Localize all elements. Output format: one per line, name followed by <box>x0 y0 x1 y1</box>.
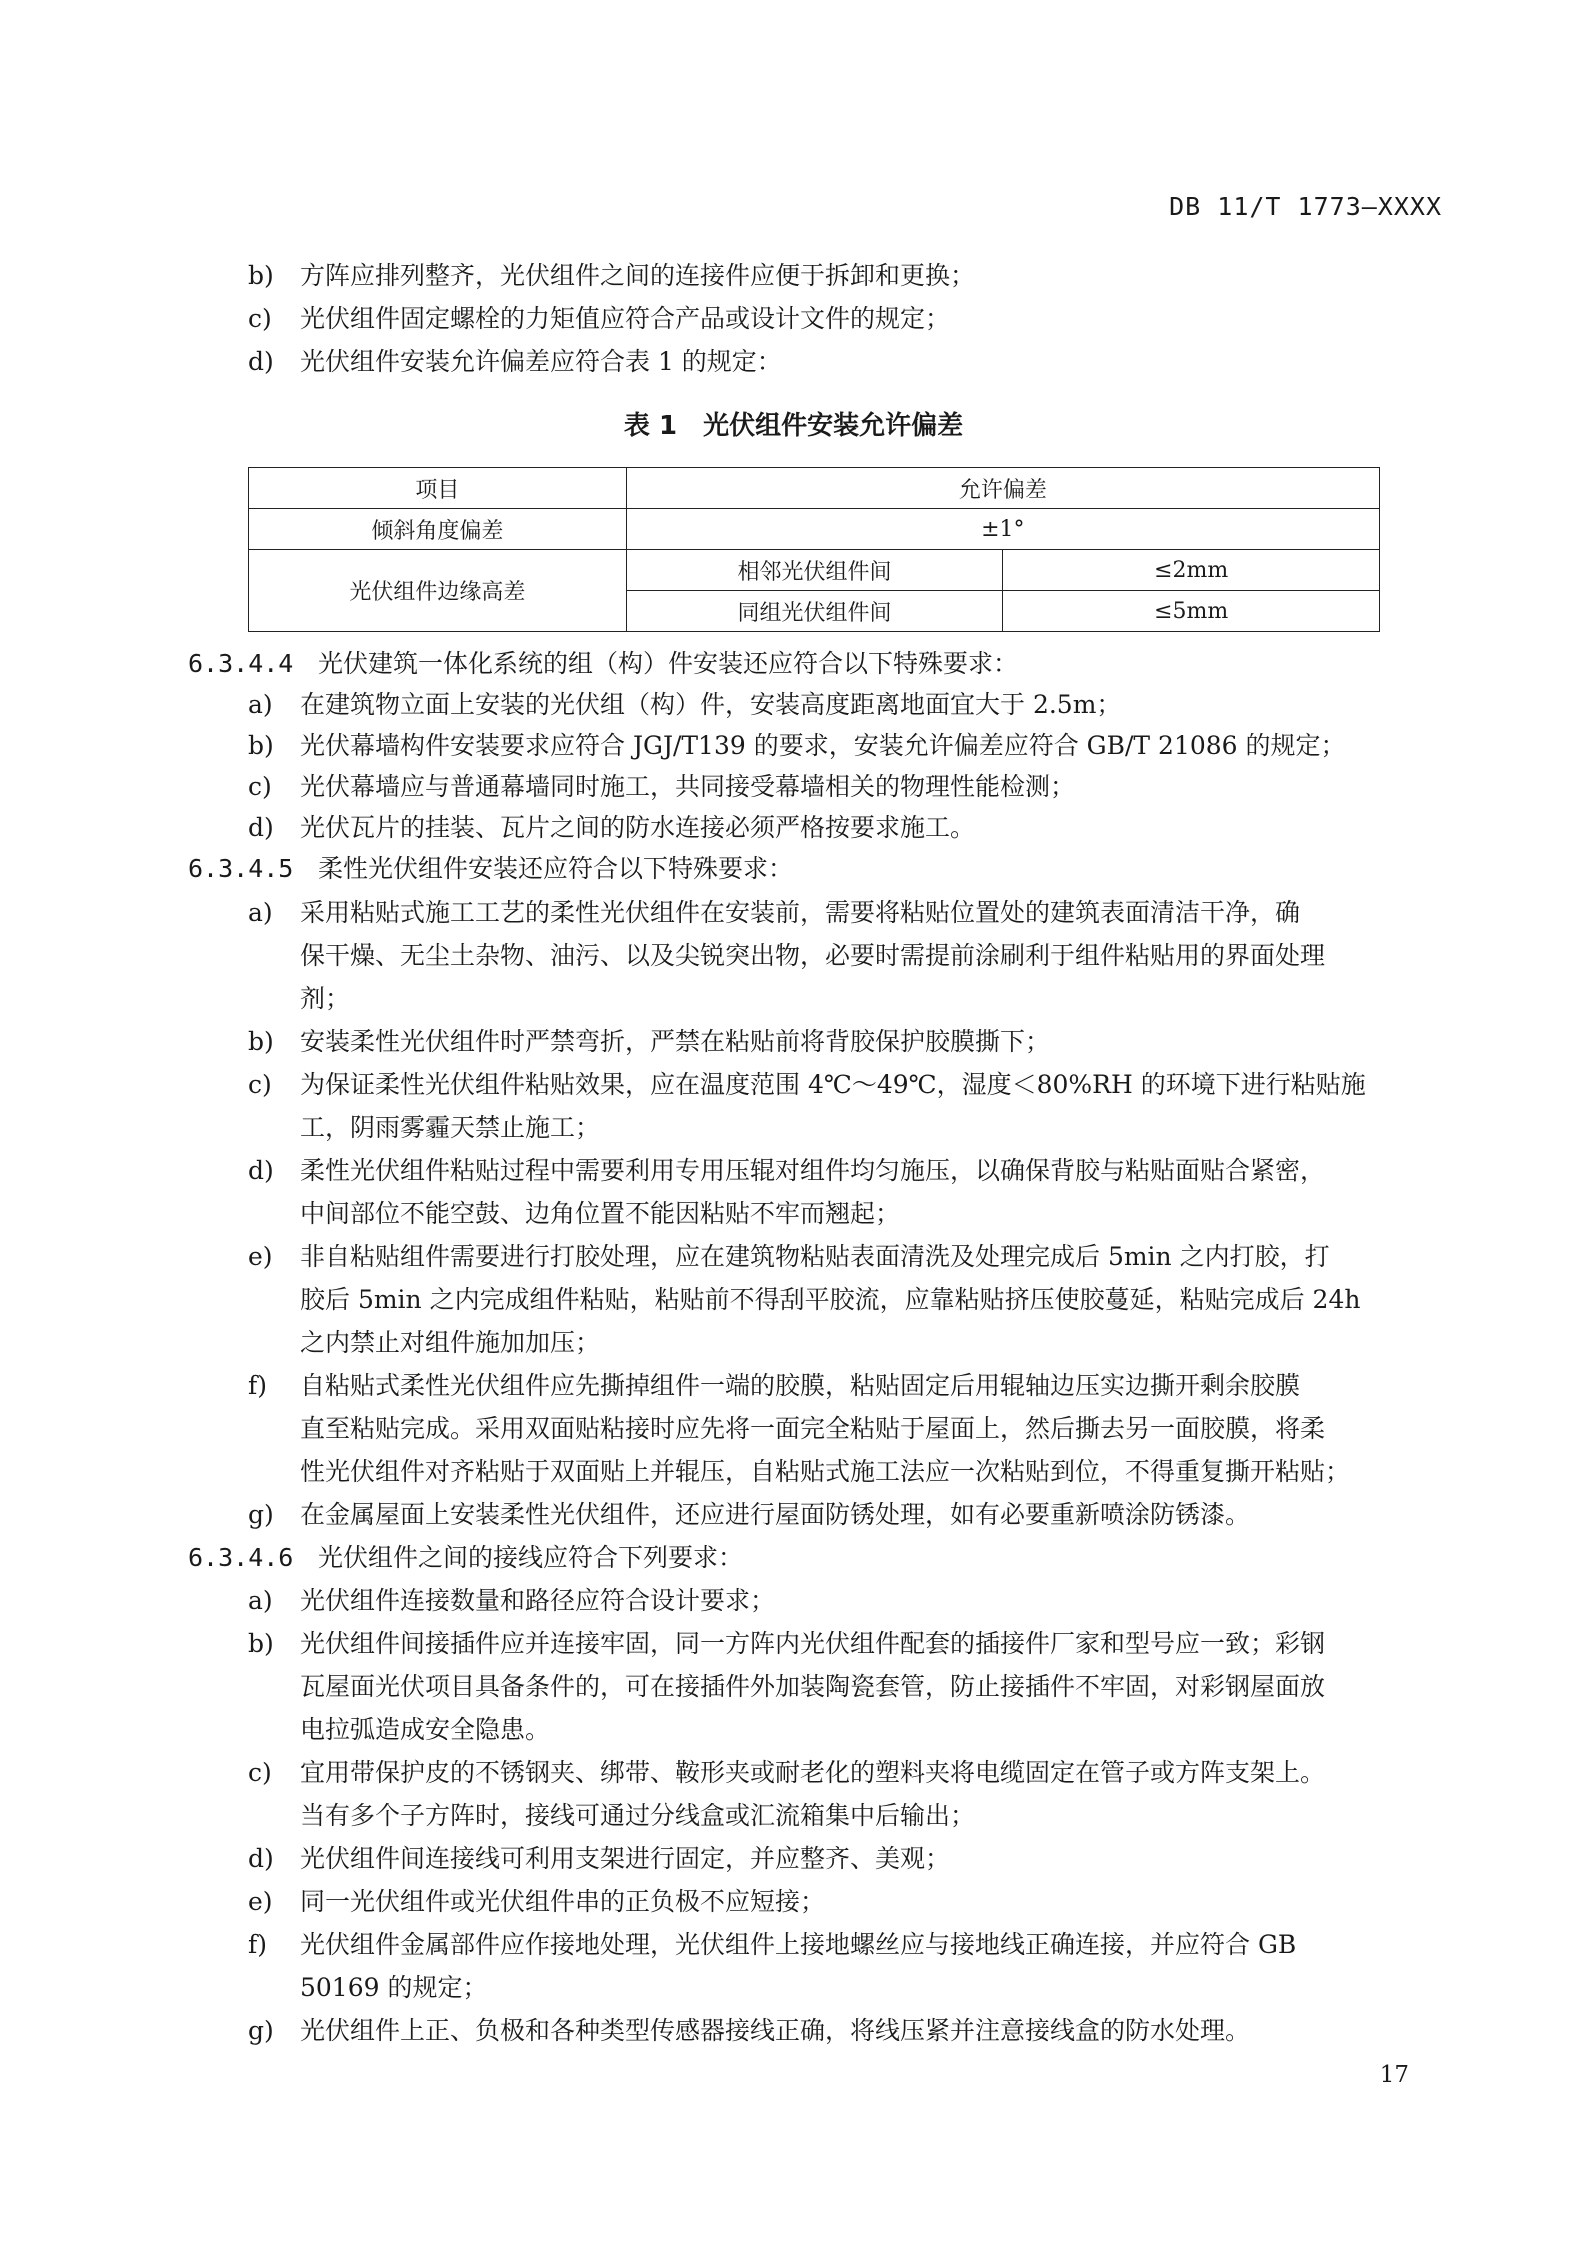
list-text-continuation: 保干燥、无尘土杂物、油污、以及尖锐突出物，必要时需提前涂刷利于组件粘贴用的界面处理 <box>300 941 1326 970</box>
list-text: 在金属屋面上安装柔性光伏组件，还应进行屋面防锈处理，如有必要重新喷涂防锈漆。 <box>300 1500 1251 1529</box>
list-text: 光伏幕墙构件安装要求应符合 JGJ/T139 的要求，安装允许偏差应符合 GB/T 21086 的规定； <box>300 731 1346 760</box>
list-text: 光伏组件间接插件应并连接牢固，同一方阵内光伏组件配套的插接件厂家和型号应一致；彩钢 <box>300 1629 1326 1658</box>
list-text: 光伏组件固定螺栓的力矩值应符合产品或设计文件的规定； <box>300 304 951 333</box>
list-text: 光伏组件间连接线可利用支架进行固定，并应整齐、美观； <box>300 1844 951 1873</box>
list-marker: c) <box>248 1070 272 1099</box>
list-marker: a) <box>248 690 273 719</box>
header-cell-item: 项目 <box>249 468 627 509</box>
deviation-table <box>248 467 1380 632</box>
page-number: 17 <box>1379 2062 1409 2088</box>
list-marker: d) <box>248 813 274 842</box>
list-text: 光伏组件金属部件应作接地处理，光伏组件上接地螺丝应与接地线正确连接，并应符合 GB <box>300 1930 1297 1959</box>
clause-number: 6.3.4.4 <box>188 649 294 678</box>
table-row <box>249 550 1380 591</box>
list-text: 安装柔性光伏组件时严禁弯折，严禁在粘贴前将背胶保护胶膜撕下； <box>300 1027 1051 1056</box>
list-marker: f) <box>248 1930 268 1959</box>
list-marker: g) <box>248 1500 274 1529</box>
list-text: 光伏幕墙应与普通幕墙同时施工，共同接受幕墙相关的物理性能检测； <box>300 772 1076 801</box>
table-caption: 表 1 光伏组件安装允许偏差 <box>623 411 964 441</box>
list-marker: c) <box>248 1758 272 1787</box>
list-text: 光伏组件上正、负极和各种类型传感器接线正确，将线压紧并注意接线盒的防水处理。 <box>300 2016 1251 2045</box>
table-cell-sublabel: 同组光伏组件间 <box>626 591 1003 632</box>
table-cell-item: 倾斜角度偏差 <box>249 509 627 550</box>
table-header-row <box>249 468 1380 509</box>
list-text: 为保证柔性光伏组件粘贴效果，应在温度范围 4℃～49℃，湿度＜80%RH 的环境下进行粘贴施 <box>300 1070 1366 1099</box>
table-cell-item: 光伏组件边缘高差 <box>249 550 627 632</box>
list-marker: c) <box>248 304 272 333</box>
list-marker: g) <box>248 2016 274 2045</box>
table-cell-sublabel: 相邻光伏组件间 <box>626 550 1003 591</box>
list-marker: b) <box>248 261 274 290</box>
list-text-continuation: 剂； <box>300 984 351 1013</box>
list-marker: a) <box>248 898 273 927</box>
list-text-continuation: 性光伏组件对齐粘贴于双面贴上并辊压，自粘贴式施工法应一次粘贴到位，不得重复撕开粘贴； <box>300 1457 1351 1486</box>
list-text: 方阵应排列整齐，光伏组件之间的连接件应便于拆卸和更换； <box>300 261 976 290</box>
list-text: 光伏组件安装允许偏差应符合表 1 的规定： <box>300 347 782 376</box>
clause-title: 光伏建筑一体化系统的组（构）件安装还应符合以下特殊要求： <box>318 649 1019 678</box>
list-text-continuation: 中间部位不能空鼓、边角位置不能因粘贴不牢而翘起； <box>300 1199 901 1228</box>
clause-number: 6.3.4.5 <box>188 854 294 883</box>
list-text-continuation: 瓦屋面光伏项目具备条件的，可在接插件外加装陶瓷套管，防止接插件不牢固，对彩钢屋面放 <box>300 1672 1326 1701</box>
list-marker: b) <box>248 731 274 760</box>
table-cell-value: ±1° <box>626 509 1379 550</box>
list-text-continuation: 电拉弧造成安全隐患。 <box>300 1715 551 1744</box>
list-text: 同一光伏组件或光伏组件串的正负极不应短接； <box>300 1887 826 1916</box>
table-cell-value: ≤2mm <box>1003 550 1380 591</box>
list-marker: f) <box>248 1371 268 1400</box>
list-marker: c) <box>248 772 272 801</box>
list-text: 自粘贴式柔性光伏组件应先撕掉组件一端的胶膜，粘贴固定后用辊轴边压实边撕开剩余胶膜 <box>300 1371 1301 1400</box>
table-cell-value: ≤5mm <box>1003 591 1380 632</box>
list-text: 采用粘贴式施工工艺的柔性光伏组件在安装前，需要将粘贴位置处的建筑表面清洁干净，确 <box>300 898 1301 927</box>
list-text-continuation: 当有多个子方阵时，接线可通过分线盒或汇流箱集中后输出； <box>300 1801 976 1830</box>
list-text-continuation: 之内禁止对组件施加加压； <box>300 1328 601 1357</box>
list-text-continuation: 50169 的规定； <box>300 1973 488 2002</box>
list-marker: d) <box>248 347 274 376</box>
list-marker: a) <box>248 1586 273 1615</box>
list-text-continuation: 直至粘贴完成。采用双面贴粘接时应先将一面完全粘贴于屋面上，然后撕去另一面胶膜，将柔 <box>300 1414 1326 1443</box>
list-text-continuation: 胶后 5min 之内完成组件粘贴，粘贴前不得刮平胶流，应靠粘贴挤压使胶蔓延，粘贴完成后 24h <box>300 1285 1361 1314</box>
clause-number: 6.3.4.6 <box>188 1543 294 1572</box>
list-marker: b) <box>248 1629 274 1658</box>
list-marker: e) <box>248 1887 273 1916</box>
list-text: 柔性光伏组件粘贴过程中需要利用专用压辊对组件均匀施压，以确保背胶与粘贴面贴合紧密， <box>300 1156 1326 1185</box>
list-text: 光伏瓦片的挂装、瓦片之间的防水连接必须严格按要求施工。 <box>300 813 976 842</box>
clause-title: 柔性光伏组件安装还应符合以下特殊要求： <box>318 854 794 883</box>
list-text: 光伏组件连接数量和路径应符合设计要求； <box>300 1586 776 1615</box>
standard-code: DB 11/T 1773—XXXX <box>1169 192 1442 221</box>
table-row <box>249 509 1380 550</box>
list-text: 在建筑物立面上安装的光伏组（构）件，安装高度距离地面宜大于 2.5m； <box>300 690 1122 719</box>
list-marker: d) <box>248 1156 274 1185</box>
header-cell-deviation: 允许偏差 <box>626 468 1379 509</box>
list-marker: d) <box>248 1844 274 1873</box>
list-text: 宜用带保护皮的不锈钢夹、绑带、鞍形夹或耐老化的塑料夹将电缆固定在管子或方阵支架上。 <box>300 1758 1326 1787</box>
list-text-continuation: 工，阴雨雾霾天禁止施工； <box>300 1113 601 1142</box>
clause-title: 光伏组件之间的接线应符合下列要求： <box>318 1543 744 1572</box>
list-text: 非自粘贴组件需要进行打胶处理，应在建筑物粘贴表面清洗及处理完成后 5min 之内打胶，打 <box>300 1242 1330 1271</box>
list-marker: e) <box>248 1242 273 1271</box>
list-marker: b) <box>248 1027 274 1056</box>
